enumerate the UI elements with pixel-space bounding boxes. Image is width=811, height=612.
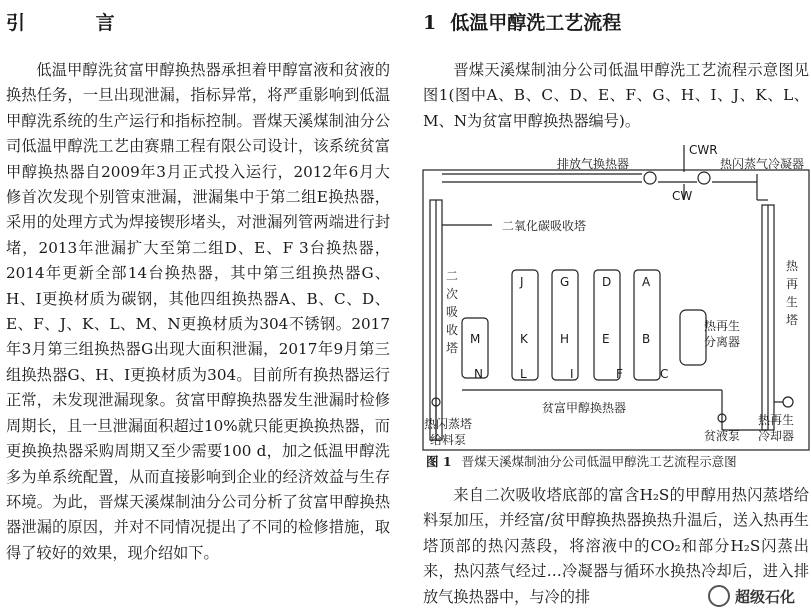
hx-label-a: A	[642, 275, 651, 289]
figure-caption-text: 晋煤天溪煤制油分公司低温甲醇洗工艺流程示意图	[461, 454, 737, 469]
regen-cooler-symbol	[783, 397, 793, 407]
label-regen-cooler-1: 热再生	[758, 413, 795, 427]
hx-label-l: L	[520, 367, 527, 381]
label-feed-pump-1: 热闪蒸塔	[424, 417, 473, 431]
figure-caption	[426, 452, 811, 470]
exhaust-hx-symbol	[644, 172, 656, 184]
label-secondary-tower-1: 二	[446, 269, 459, 283]
label-regen-tower-2: 再	[786, 277, 799, 291]
intro-body	[6, 58, 390, 566]
label-regen-tower-3: 生	[786, 295, 799, 309]
hx-label-j: J	[520, 275, 524, 289]
label-cw: CW	[672, 189, 693, 203]
label-regen-tower-4: 塔	[786, 313, 799, 327]
hx-label-f: F	[616, 367, 623, 381]
section-heading	[423, 8, 621, 35]
process-paragraph: 来自二次吸收塔底部的富含H₂S的甲醇用热闪蒸塔给料泵加压，并经富/贫甲醇换热器换热升温后，送入热再生塔顶部的热闪蒸段，将溶液中的CO₂和部分H₂S闪蒸出来，热闪蒸气经过…冷凝器与循环水换热冷却后，进入排放气换热器中，与冷的排	[423, 486, 809, 606]
label-flash-condenser: 热闪蒸气冷凝器	[720, 157, 805, 171]
label-regen-separator-1: 热再生	[704, 319, 741, 333]
label-secondary-tower-4: 收	[446, 323, 459, 337]
section-intro-paragraph: 晋煤天溪煤制油分公司低温甲醇洗工艺流程示意图见图1(图中A、B、C、D、E、F、G、H、I、J、K、L、M、N为贫富甲醇换热器编号)。	[423, 61, 809, 130]
label-regen-tower-1: 热	[786, 259, 799, 273]
hx-label-m: M	[470, 332, 481, 346]
flash-condenser-symbol	[698, 172, 710, 184]
watermark-text: 超级石化	[734, 587, 795, 606]
watermark	[704, 584, 799, 608]
section-title: 低温甲醇洗工艺流程	[450, 12, 622, 34]
section-number: 1	[423, 12, 437, 34]
intro-heading: 引 言	[6, 12, 147, 34]
section-intro	[423, 58, 809, 134]
label-regen-separator-2: 分离器	[704, 335, 741, 349]
hx-label-c: C	[660, 367, 669, 381]
label-feed-pump-2: 给料泵	[430, 433, 467, 447]
label-exhaust-hx: 排放气换热器	[557, 157, 630, 171]
label-regen-cooler-2: 冷却器	[758, 429, 795, 443]
label-secondary-tower-2: 次	[446, 287, 459, 301]
wechat-logo-icon	[708, 585, 730, 607]
label-cwr: CWR	[689, 143, 718, 157]
hx-label-h: H	[560, 332, 570, 346]
regen-separator-body	[680, 310, 706, 365]
hx-label-e: E	[602, 332, 610, 346]
hx-group-jkl	[512, 270, 538, 380]
label-rich-lean-hx: 贫富甲醇换热器	[542, 401, 627, 415]
label-lean-pump: 贫液泵	[704, 429, 741, 443]
hx-label-i: I	[570, 367, 574, 381]
hx-label-n: N	[474, 367, 483, 381]
label-co2-tower: 二氧化碳吸收塔	[502, 219, 587, 233]
intro-paragraph: 低温甲醇洗贫富甲醇换热器承担着甲醇富液和贫液的换热任务，一旦出现泄漏，指标异常，将严重影响到低温甲醇洗系统的生产运行和指标控制。晋煤天溪煤制油分公司低温甲醇洗工艺由赛鼎工程有限公司设计，该系统贫富甲醇换热器自2009年3月正式投入运行，2012年6月大修首次发现个别管束泄漏，泄漏集中于第二组E换热器，采用的处理方式为焊接锲形堵头，对泄漏列管两端进行封堵，2013年泄漏扩大至第二组D、E、F 3台换热器，2014年更新全部14台换热器，其中第三组换热器G、H、I更换材质为碳钢，其他四组换热器A、B、C、D、E、F、J、K、L、M、N更换材质为304不锈钢。2017年3月第三组换热器G出现大面积泄漏，2017年9月第三组换热器G、H、I更换材质为304。目前所有换热器运行正常，未发现泄漏现象。贫富甲醇换热器发生泄漏时检修周期长，且一旦泄漏面积超过10%就只能更换换热器，而更换换热器采购周期又至少需要100 d，加之低温甲醇洗多为单系统配置，从而直接影响到企业的经济效益与生存环境。为此，晋煤天溪煤制油分公司分析了贫富甲醇换热器泄漏的原因，并对不同情况提出了不同的检修措施，取得了较好的效果，现介绍如下。	[6, 61, 390, 562]
hx-label-d: D	[602, 275, 612, 289]
hx-label-g: G	[560, 275, 570, 289]
label-secondary-tower-5: 塔	[446, 341, 459, 355]
hx-label-k: K	[520, 332, 528, 346]
hx-label-b: B	[642, 332, 651, 346]
figure-number: 图 1	[426, 454, 452, 469]
process-flow-diagram	[422, 140, 810, 452]
label-secondary-tower-3: 吸	[446, 305, 459, 319]
